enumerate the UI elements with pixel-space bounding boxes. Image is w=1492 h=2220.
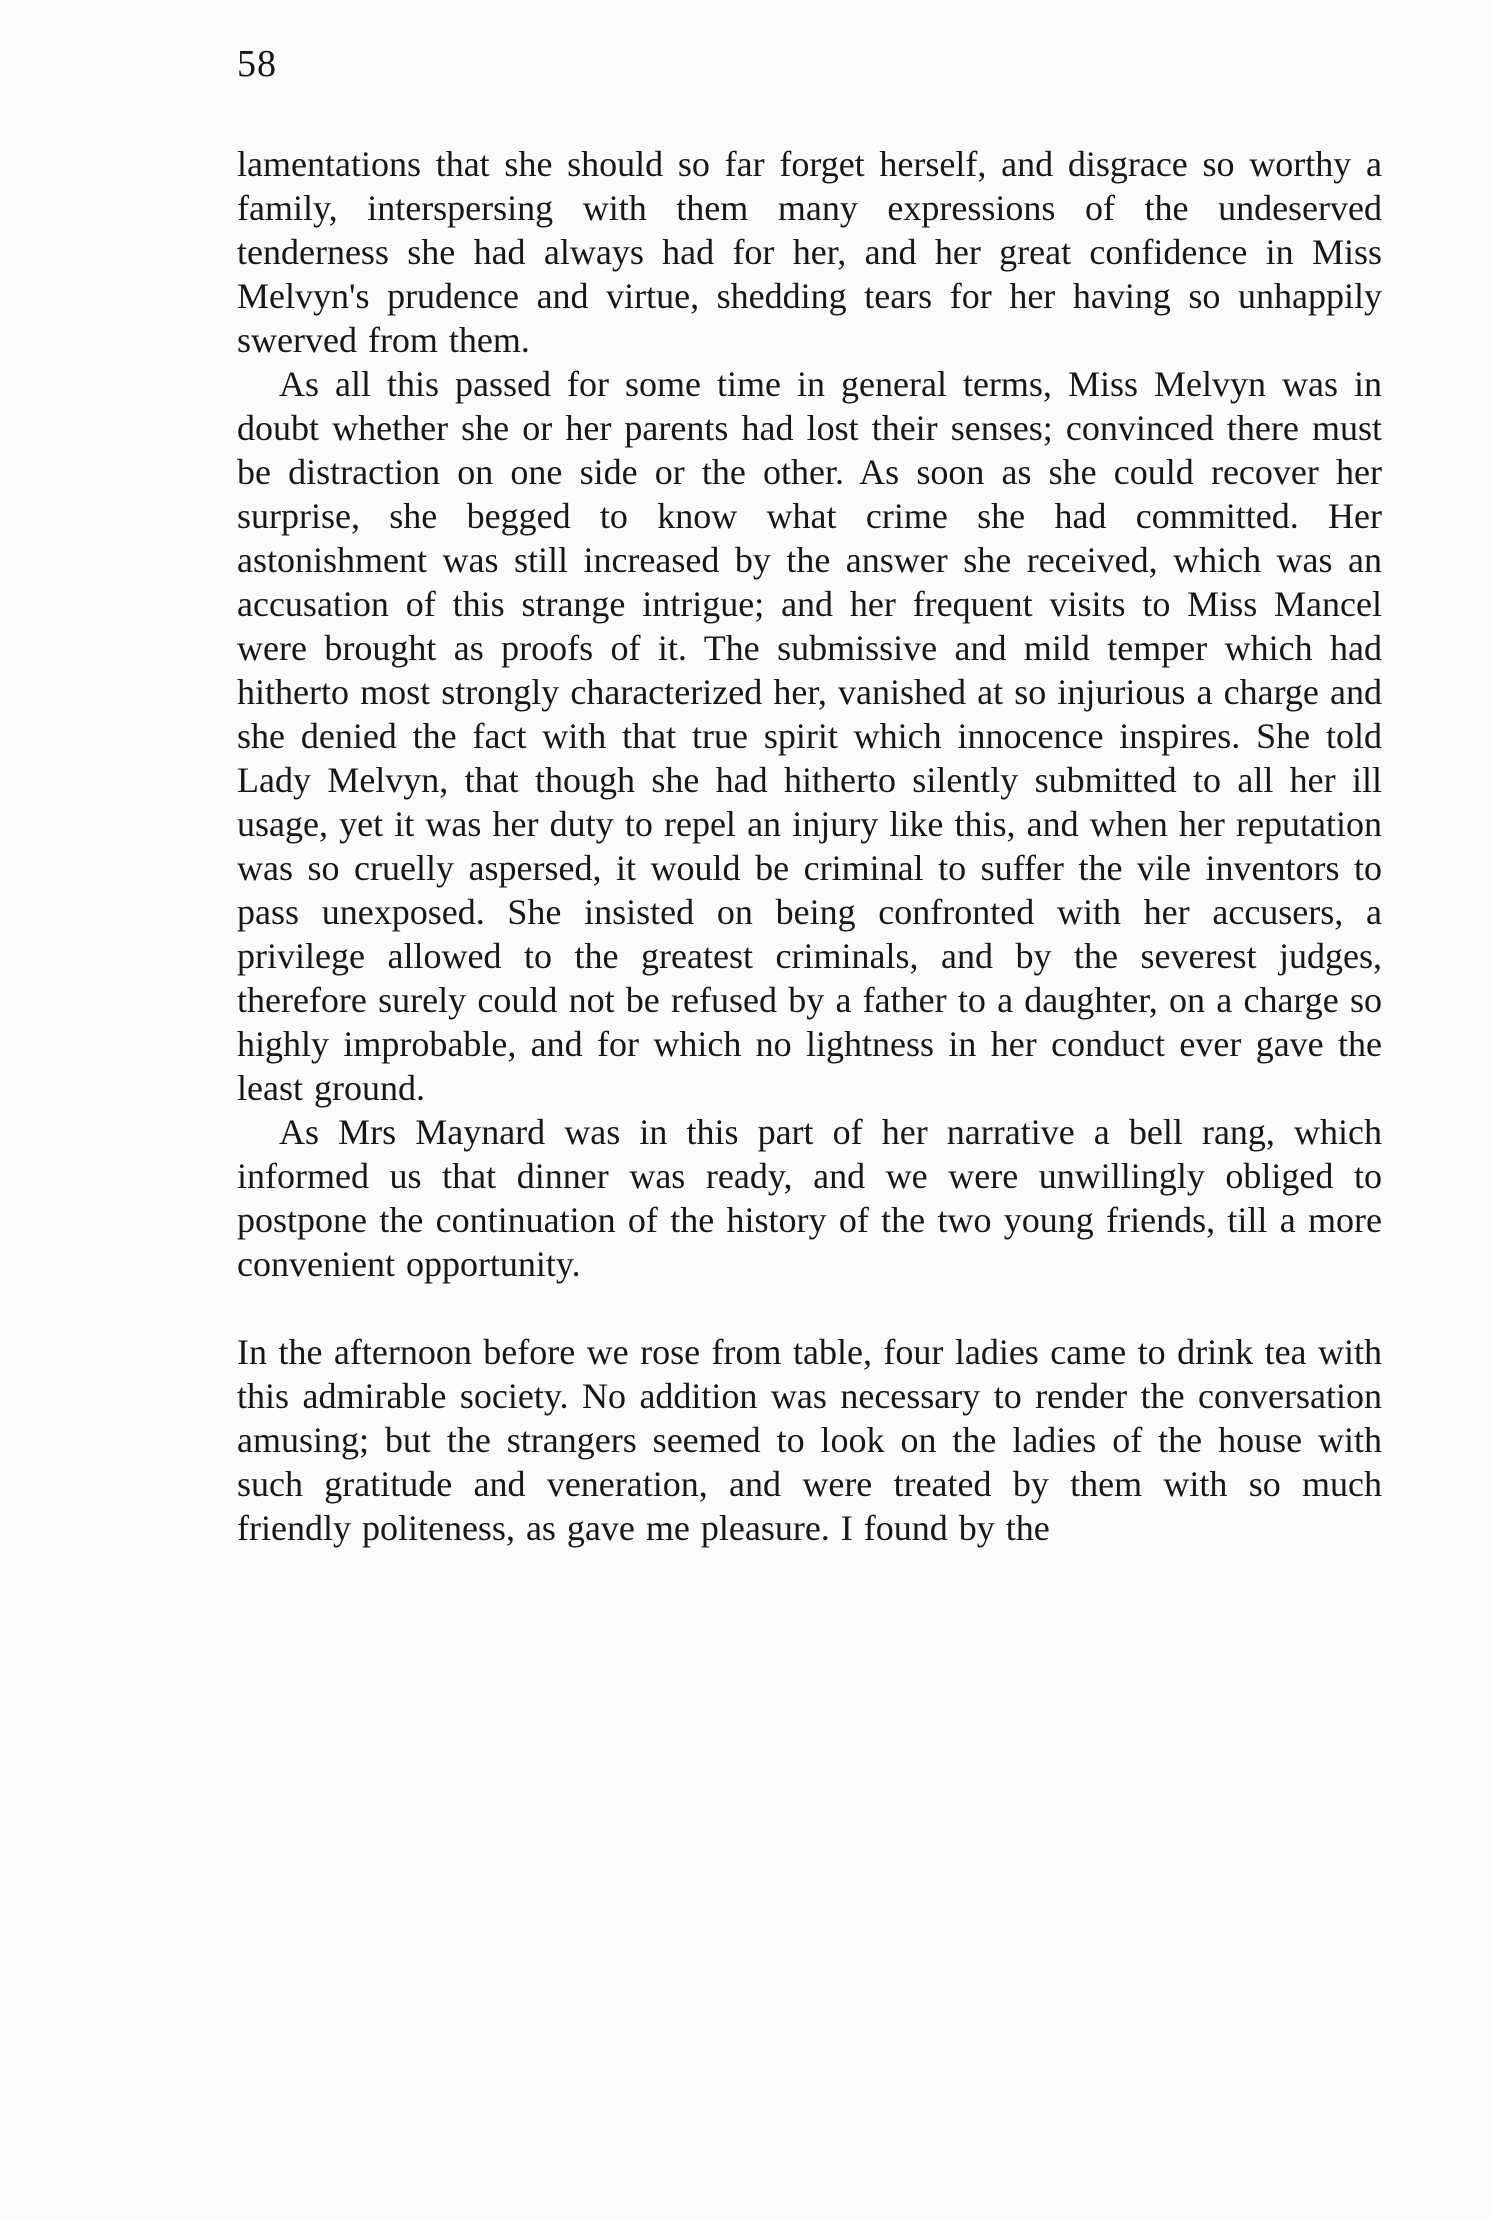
- paragraph: As Mrs Maynard was in this part of her narrative a bell rang, which informed us that dinner was ready, and we were unwillingly obliged to postpone the continuation of the history of the two young friends, till a more convenient opportunity.: [237, 1112, 1382, 1284]
- paragraph: lamentations that she should so far forget herself, and disgrace so worthy a family, interspersing with them many expressions of the undeserved tenderness she had always had for her, and her great confidence in Miss Melvyn's prudence and virtue, shedding tears for her having so unhappily swerved from them.: [237, 144, 1382, 360]
- page-number: 58: [237, 43, 277, 85]
- paragraph: In the afternoon before we rose from table, four ladies came to drink tea with this admirable society. No addition was necessary to render the conversation amusing; but the strangers seemed to look on the ladies of the house with such gratitude and veneration, and were treated by them with so much friendly politeness, as gave me pleasure. I found by the: [237, 1332, 1382, 1548]
- body-text: [237, 142, 1382, 1550]
- paragraph: As all this passed for some time in general terms, Miss Melvyn was in doubt whether she or her parents had lost their senses; convinced there must be distraction on one side or the other. As soon as she could recover her surprise, she begged to know what crime she had committed. Her astonishment was still increased by the answer she received, which was an accusation of this strange intrigue; and her frequent visits to Miss Mancel were brought as proofs of it. The submissive and mild temper which had hitherto most strongly characterized her, vanished at so injurious a charge and she denied the fact with that true spirit which innocence inspires. She told Lady Melvyn, that though she had hitherto silently submitted to all her ill usage, yet it was her duty to repel an injury like this, and when her reputation was so cruelly aspersed, it would be criminal to suffer the vile inventors to pass unexposed. She insisted on being confronted with her accusers, a privilege allowed to the greatest criminals, and by the severest judges, therefore surely could not be refused by a father to a daughter, on a charge so highly improbable, and for which no lightness in her conduct ever gave the least ground.: [237, 364, 1382, 1108]
